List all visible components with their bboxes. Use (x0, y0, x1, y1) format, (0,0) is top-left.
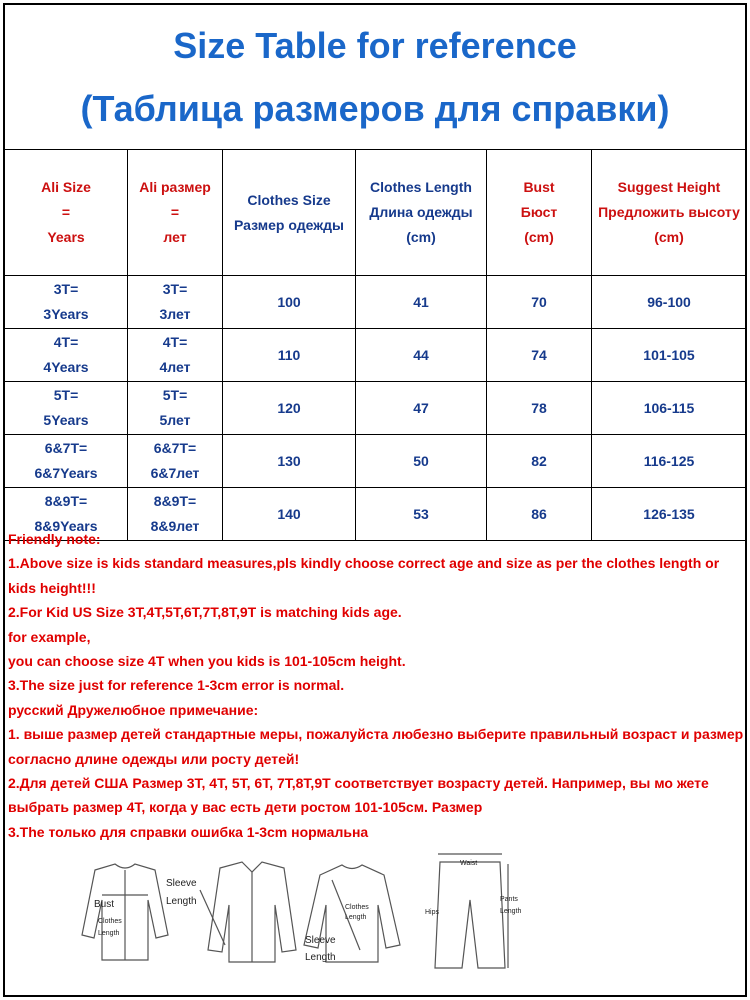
header-ali-razmer: Ali размер = лет (128, 150, 223, 276)
note-line: 2.Для детей США Размер 3T, 4T, 5T, 6T, 7T,8T,9T соответствует возрасту детей. Например, вы мо жете выбрать размер 4T, когда у вас есть дети ростом 101-105см. Размер (8, 775, 709, 816)
note-line: 3.The только для справки ошибка 1-3cm нормальна (8, 823, 369, 840)
cell-suggest-height: 101-105 (592, 329, 747, 382)
label-hips: Hips (425, 909, 440, 916)
sweatshirt-sketch-icon (82, 864, 168, 960)
cell-suggest-height: 126-135 (592, 488, 747, 541)
label-pants: Pants (500, 896, 518, 903)
cell-clothes-size: 140 (223, 488, 356, 541)
page-title (5, 5, 745, 148)
note-heading: Friendly note: (8, 531, 101, 547)
header-clothes-size: Clothes Size Размер одежды (223, 150, 356, 276)
shirt-sketch-icon (200, 862, 296, 962)
friendly-notes (8, 527, 746, 844)
note-line: 2.For Kid US Size 3T,4T,5T,6T,7T,8T,9T is matching kids age. (8, 604, 402, 621)
cell-ali-razmer: 5T= 5лет (128, 382, 223, 435)
garment-sketch-svg (60, 850, 540, 980)
cell-ali-razmer: 8&9T= 8&9лет (128, 488, 223, 541)
note-line: 1.Above size is kids standard measures,pls kindly choose correct age and size as per the clothes length or kids height!!! (8, 555, 720, 596)
header-ali-size: Ali Size = Years (5, 150, 128, 276)
cell-clothes-length: 47 (356, 382, 487, 435)
cell-suggest-height: 96-100 (592, 276, 747, 329)
cell-ali-size: 4T= 4Years (5, 329, 128, 382)
cell-clothes-length: 41 (356, 276, 487, 329)
cell-clothes-size: 130 (223, 435, 356, 488)
cell-clothes-size: 100 (223, 276, 356, 329)
size-table (4, 149, 747, 541)
cell-ali-razmer: 6&7T= 6&7лет (128, 435, 223, 488)
cell-ali-razmer: 4T= 4лет (128, 329, 223, 382)
label-sleeve-length: Length (166, 896, 197, 907)
cell-clothes-length: 50 (356, 435, 487, 488)
table-row (5, 329, 747, 382)
cell-ali-size: 3T= 3Years (5, 276, 128, 329)
measurement-sketches (60, 850, 540, 980)
cell-clothes-size: 110 (223, 329, 356, 382)
cell-bust: 74 (487, 329, 592, 382)
table-header-row (5, 150, 747, 276)
cell-bust: 86 (487, 488, 592, 541)
label-sleeve-length-2: Length (305, 952, 336, 963)
cell-bust: 70 (487, 276, 592, 329)
label-sleeve-2: Sleeve (305, 935, 336, 946)
table-row (5, 276, 747, 329)
label-clothes-2: Clothes (345, 904, 369, 911)
cell-ali-size: 6&7T= 6&7Years (5, 435, 128, 488)
pants-sketch-icon (435, 854, 508, 968)
label-sleeve: Sleeve (166, 878, 197, 889)
cell-clothes-length: 53 (356, 488, 487, 541)
label-clothes: Clothes (98, 918, 122, 925)
cell-bust: 82 (487, 435, 592, 488)
label-pants-length: Length (500, 908, 522, 915)
cell-bust: 78 (487, 382, 592, 435)
table-row (5, 382, 747, 435)
title-russian: (Таблица размеров для справки) (80, 88, 670, 129)
cell-suggest-height: 106-115 (592, 382, 747, 435)
title-english: Size Table for reference (173, 25, 577, 66)
label-waist: Waist (460, 860, 478, 867)
note-line: for example, (8, 628, 91, 645)
label-length-2: Length (345, 914, 367, 921)
note-line: you can choose size 4T when you kids is 101-105cm height. (8, 653, 406, 670)
cell-clothes-size: 120 (223, 382, 356, 435)
cell-suggest-height: 116-125 (592, 435, 747, 488)
label-bust: Bust (94, 899, 115, 910)
label-length: Length (98, 930, 120, 937)
header-suggest-height: Suggest Height Предложить высоту (cm) (592, 150, 747, 276)
note-heading-ru: русский Дружелюбное примечание: (8, 701, 259, 718)
cell-ali-size: 8&9T= 8&9Years (5, 488, 128, 541)
cell-ali-razmer: 3T= 3лет (128, 276, 223, 329)
header-bust: Bust Бюст (cm) (487, 150, 592, 276)
cell-clothes-length: 44 (356, 329, 487, 382)
note-line: 3.The size just for reference 1-3cm error is normal. (8, 677, 345, 694)
note-line: 1. выше размер детей стандартные меры, пожалуйста любезно выберите правильный возраст и размер согласно длине одежды или росту детей! (8, 726, 744, 767)
cell-ali-size: 5T= 5Years (5, 382, 128, 435)
header-clothes-length: Clothes Length Длина одежды (cm) (356, 150, 487, 276)
table-row (5, 435, 747, 488)
